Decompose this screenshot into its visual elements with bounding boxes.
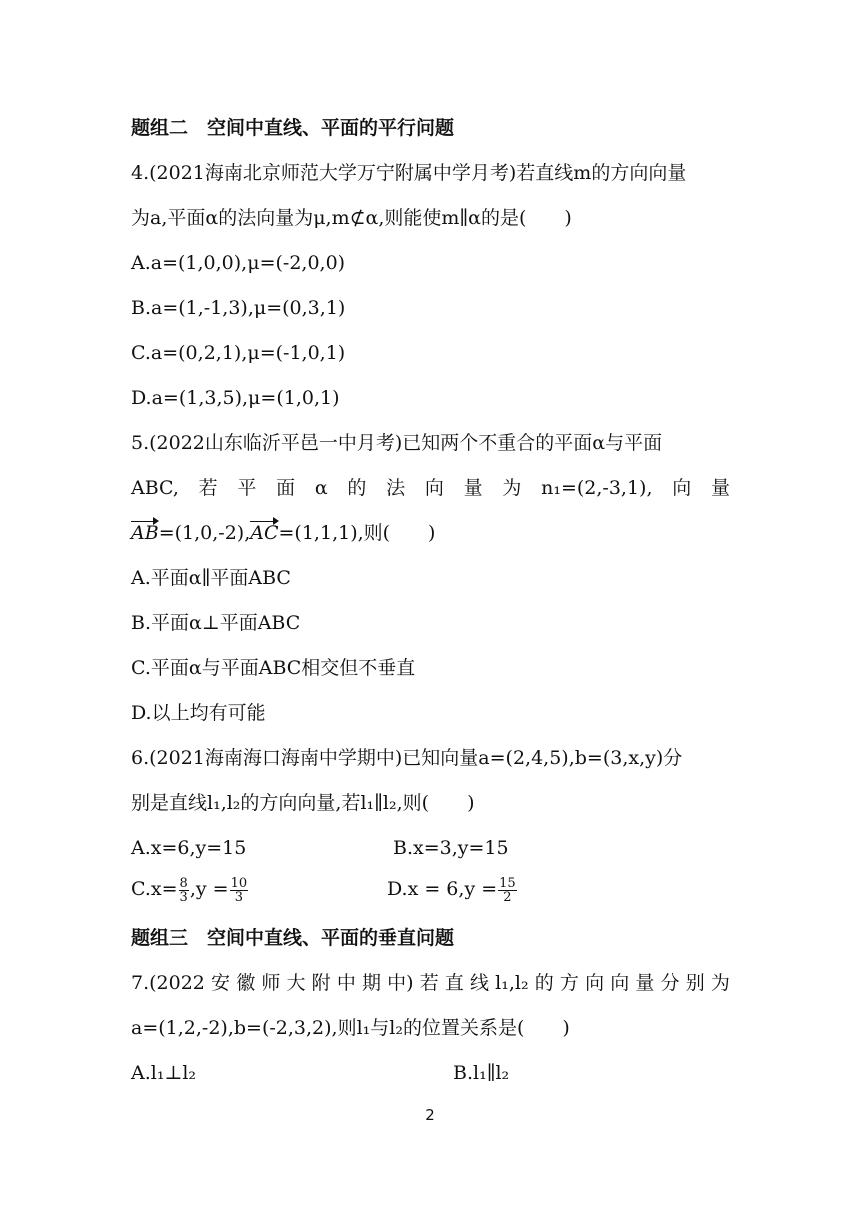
q7-word: 附 <box>311 972 331 994</box>
section3-title: 题组三 空间中直线、平面的垂直问题 <box>131 927 455 949</box>
q5-word: α <box>314 477 328 499</box>
q5-word: 法 <box>386 477 406 499</box>
q7-word: 的 <box>534 972 554 994</box>
fraction <box>230 877 249 904</box>
q4-option-d: D.a=(1,3,5),μ=(1,0,1) <box>131 387 340 409</box>
q5-option-d: D.以上均有可能 <box>131 702 266 724</box>
fraction <box>179 877 189 904</box>
q7-word: 直 <box>444 972 464 994</box>
q7-word: 师 <box>261 972 281 994</box>
q6-option-b: B.x=3,y=15 <box>393 837 509 859</box>
q7-word: l₁,l₂ <box>495 972 529 994</box>
q5-word: 的 <box>347 477 367 499</box>
q5-stem-line2 <box>131 474 730 502</box>
fraction-numerator: 10 <box>230 875 248 891</box>
fraction-denominator: 3 <box>179 889 188 905</box>
q4-stem-line2: 为a,平面α的法向量为μ,m⊄α,则能使m∥α的是( ) <box>131 207 572 229</box>
q7-word: 7.(2022 <box>131 972 205 994</box>
vector-ab: AB <box>131 519 159 547</box>
q5-option-c: C.平面α与平面ABC相交但不垂直 <box>131 657 416 679</box>
q7-word: 徽 <box>236 972 256 994</box>
q5-word: 向 <box>672 477 692 499</box>
q6-option-d <box>387 875 518 904</box>
q7-word: 别 <box>685 972 705 994</box>
q5-word: 量 <box>710 477 730 499</box>
fraction-denominator: 2 <box>503 889 512 905</box>
q6-stem-line2: 别是直线l₁,l₂的方向向量,若l₁∥l₂,则( ) <box>131 792 475 814</box>
q5-stem-line1: 5.(2022山东临沂平邑一中月考)已知两个不重合的平面α与平面 <box>131 432 663 454</box>
q5-word: n₁=(2,-3,1), <box>541 477 653 499</box>
q6-option-d-prefix: D.x = 6,y = <box>387 878 498 900</box>
q7-word: 期 <box>361 972 381 994</box>
q4-option-a: A.a=(1,0,0),μ=(-2,0,0) <box>131 252 346 274</box>
q5-option-a: A.平面α∥平面ABC <box>131 567 291 589</box>
q6-option-a: A.x=6,y=15 <box>131 837 247 859</box>
q7-word: 为 <box>710 972 730 994</box>
vector-ac: AC <box>250 519 278 547</box>
q6-option-c-prefix: C.x= <box>131 878 178 900</box>
q4-option-c: C.a=(0,2,1),μ=(-1,0,1) <box>131 342 346 364</box>
q4-option-b: B.a=(1,-1,3),μ=(0,3,1) <box>131 297 346 319</box>
page-number: 2 <box>425 1106 435 1124</box>
q7-word: 中) <box>387 972 414 994</box>
fraction-numerator: 8 <box>179 875 188 891</box>
q7-word: 安 <box>211 972 231 994</box>
q7-word: 方 <box>559 972 579 994</box>
q7-stem-line2: a=(1,2,-2),b=(-2,3,2),则l₁与l₂的位置关系是( ) <box>131 1017 570 1039</box>
q7-word: 向 <box>610 972 630 994</box>
q5-stem-line3 <box>131 519 435 547</box>
q7-word: 若 <box>419 972 439 994</box>
q5-word: 量 <box>463 477 483 499</box>
q6-option-c-mid: ,y = <box>189 878 229 900</box>
vector-ab-value: =(1,0,-2), <box>158 522 251 544</box>
q5-word: 为 <box>502 477 522 499</box>
q7-word: 量 <box>635 972 655 994</box>
q5-word: 若 <box>198 477 218 499</box>
q7-word: 中 <box>336 972 356 994</box>
q7-word: 大 <box>286 972 306 994</box>
q7-word: 分 <box>660 972 680 994</box>
q7-word: 线 <box>470 972 490 994</box>
q6-option-c <box>131 875 249 904</box>
q5-word: 向 <box>424 477 444 499</box>
q5-word: ABC, <box>131 477 179 499</box>
vector-ac-value: =(1,1,1),则( ) <box>278 522 436 544</box>
fraction-numerator: 15 <box>499 875 516 891</box>
q6-stem-line1: 6.(2021海南海口海南中学期中)已知向量a=(2,4,5),b=(3,x,y)分 <box>131 747 683 769</box>
q4-stem-line1: 4.(2021海南北京师范大学万宁附属中学月考)若直线m的方向向量 <box>131 162 687 184</box>
q7-stem-line1 <box>131 969 730 997</box>
q5-option-b: B.平面α⊥平面ABC <box>131 612 301 634</box>
q5-word: 平 <box>237 477 257 499</box>
fraction-denominator: 3 <box>234 889 243 905</box>
q7-option-b: B.l₁∥l₂ <box>453 1062 510 1084</box>
q7-word: 向 <box>585 972 605 994</box>
q7-option-a: A.l₁⊥l₂ <box>131 1062 197 1084</box>
fraction <box>498 877 517 904</box>
q5-word: 面 <box>276 477 296 499</box>
section2-title: 题组二 空间中直线、平面的平行问题 <box>131 117 455 139</box>
